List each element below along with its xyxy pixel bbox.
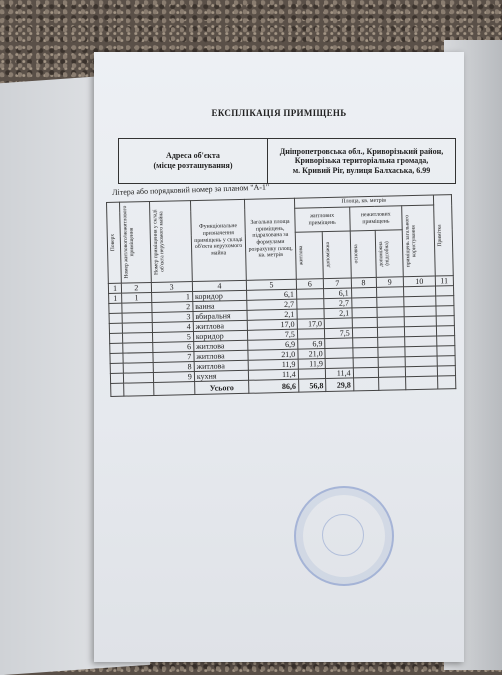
index-cell: 2 — [122, 283, 151, 294]
row-function: житлова — [194, 360, 249, 371]
row-total-area: 6,9 — [248, 339, 298, 350]
row-aux-area: 11,4 — [326, 368, 354, 379]
total-label: Усього — [194, 380, 249, 394]
row-floor — [109, 313, 123, 323]
row-main-area — [351, 287, 376, 298]
row-main-area — [352, 327, 377, 338]
row-notes — [435, 286, 454, 296]
row-floor — [109, 333, 123, 343]
address-line-2: Криворізька територіальна громада, — [294, 156, 429, 166]
row-living-area — [297, 299, 325, 310]
row-function: ванна — [193, 300, 248, 311]
address-box — [118, 138, 456, 184]
row-notes — [436, 336, 455, 346]
row-aux-area — [325, 358, 353, 369]
address-sublabel: (місце розташування) — [153, 161, 233, 170]
row-apartment — [123, 362, 152, 373]
header-main: основна — [350, 230, 376, 278]
row-total-area: 17,0 — [247, 319, 297, 330]
total-area: 86,6 — [249, 379, 299, 393]
row-main-area — [352, 307, 377, 318]
row-function: житлова — [193, 340, 248, 351]
row-aux-nonliving-area — [376, 307, 404, 318]
row-room-number: 3 — [152, 312, 193, 323]
row-total-area: 21,0 — [248, 349, 298, 360]
row-notes — [436, 326, 455, 336]
row-total-area: 11,4 — [249, 369, 299, 380]
index-cell: 3 — [151, 282, 192, 293]
address-value-cell — [268, 139, 455, 183]
index-cell: 8 — [351, 277, 376, 288]
row-aux-nonliving-area — [376, 287, 404, 298]
row-apartment — [122, 312, 151, 323]
document-page — [94, 52, 464, 662]
row-total-area: 2,7 — [247, 299, 297, 310]
row-floor: 1 — [109, 293, 123, 303]
row-total-area: 7,5 — [248, 329, 298, 340]
official-stamp — [294, 486, 394, 586]
row-room-number: 7 — [152, 352, 193, 363]
row-aux-area: 6,1 — [324, 288, 352, 299]
row-aux-nonliving-area — [377, 337, 405, 348]
header-aux-living: допоміжна — [322, 231, 350, 279]
row-aux-area: 7,5 — [325, 328, 353, 339]
row-room-number: 1 — [151, 292, 192, 303]
index-cell: 6 — [296, 279, 324, 290]
index-cell: 5 — [247, 279, 297, 290]
index-cell: 11 — [435, 276, 454, 286]
index-cell: 4 — [192, 280, 247, 291]
row-aux-area: 2,7 — [324, 298, 352, 309]
row-room-number: 6 — [152, 342, 193, 353]
row-apartment — [122, 302, 151, 313]
row-aux-nonliving-area — [378, 357, 406, 368]
row-main-area — [353, 357, 378, 368]
index-cell: 9 — [376, 277, 404, 288]
header-notes: Примітка — [433, 195, 453, 276]
header-function: Функціональне призначення приміщень у складі об'єкта нерухомого майна — [190, 199, 246, 281]
row-notes — [437, 356, 456, 366]
header-living-group: житлових приміщень — [294, 207, 349, 232]
row-total-area: 2,1 — [247, 309, 297, 320]
row-aux-area: 2,1 — [324, 308, 352, 319]
index-cell: 1 — [108, 283, 122, 293]
row-total-area: 11,9 — [248, 359, 298, 370]
row-living-area — [298, 369, 326, 380]
row-living-area: 11,9 — [298, 359, 326, 370]
address-line-1: Дніпропетровська обл., Криворізький район, — [279, 146, 444, 156]
row-main-area — [352, 317, 377, 328]
row-notes — [436, 306, 455, 316]
row-notes — [435, 296, 454, 306]
row-floor — [109, 323, 123, 333]
row-aux-nonliving-area — [376, 297, 404, 308]
row-room-number: 4 — [152, 322, 193, 333]
row-function: вбиральня — [193, 310, 248, 321]
rooms-table — [106, 194, 456, 397]
document-title: ЕКСПЛІКАЦІЯ ПРИМІЩЕНЬ — [211, 108, 347, 118]
header-common: приміщень загального користування — [402, 205, 435, 277]
row-main-area — [353, 367, 378, 378]
row-main-area — [352, 347, 377, 358]
row-function: кухня — [194, 370, 249, 381]
row-living-area: 21,0 — [298, 349, 326, 360]
header-apartment: Номер житлового/нежитлового приміщення — [120, 202, 151, 284]
row-aux-nonliving-area — [377, 317, 405, 328]
row-function: житлова — [193, 320, 248, 331]
total-aux: 29,8 — [326, 378, 354, 392]
row-aux-nonliving-area — [378, 367, 406, 378]
row-aux-nonliving-area — [377, 327, 405, 338]
row-aux-area — [325, 348, 353, 359]
address-label-cell — [119, 139, 268, 183]
address-line-3: м. Кривий Ріг, вулиця Балхаська, 6.99 — [292, 165, 431, 175]
row-apartment — [123, 352, 152, 363]
row-function: житлова — [194, 350, 249, 361]
row-living-area — [297, 329, 325, 340]
room-rows — [109, 286, 456, 384]
row-apartment — [123, 342, 152, 353]
row-living-area: 17,0 — [297, 319, 325, 330]
row-floor — [110, 373, 124, 383]
row-apartment — [123, 322, 152, 333]
row-room-number: 2 — [151, 302, 192, 313]
header-living: житлова — [295, 232, 323, 280]
row-apartment: 1 — [122, 293, 151, 304]
row-function: коридор — [192, 290, 247, 301]
row-room-number: 5 — [152, 332, 193, 343]
row-aux-area — [325, 338, 353, 349]
row-floor — [110, 343, 124, 353]
row-notes — [437, 366, 456, 376]
row-floor — [110, 353, 124, 363]
row-apartment — [124, 372, 153, 383]
plan-note: Літера або порядковий номер за планом "А-1" — [112, 182, 270, 197]
row-floor — [109, 303, 123, 313]
row-living-area — [297, 309, 325, 320]
row-total-area: 6,1 — [247, 289, 297, 300]
row-living-area: 6,9 — [297, 339, 325, 350]
row-main-area — [351, 297, 376, 308]
index-cell: 7 — [323, 278, 351, 289]
row-aux-area — [324, 318, 352, 329]
row-apartment — [123, 332, 152, 343]
total-living: 56,8 — [298, 379, 326, 393]
row-main-area — [352, 337, 377, 348]
row-room-number: 9 — [153, 372, 194, 383]
header-nonliving-group: нежитлових приміщень — [349, 206, 402, 231]
row-room-number: 8 — [153, 362, 194, 373]
row-notes — [436, 316, 455, 326]
header-area-group: Площа, кв. метрів — [294, 195, 433, 208]
row-living-area — [296, 289, 324, 300]
address-label: Адреса об'єкта — [166, 151, 220, 160]
row-notes — [437, 346, 456, 356]
header-aux-nonliving: допоміжна (підсобна) — [375, 230, 404, 278]
header-total-area: Загальна площа приміщень, підрахована за формулами розрахунку площ, кв. метрів — [245, 198, 296, 280]
header-floor: Поверх — [107, 202, 122, 283]
row-aux-nonliving-area — [377, 347, 405, 358]
row-function: коридор — [193, 330, 248, 341]
header-room-number: Номер приміщення у складі об'єкта нерухомого майна — [149, 201, 192, 283]
index-cell: 10 — [403, 276, 435, 287]
row-floor — [110, 363, 124, 373]
